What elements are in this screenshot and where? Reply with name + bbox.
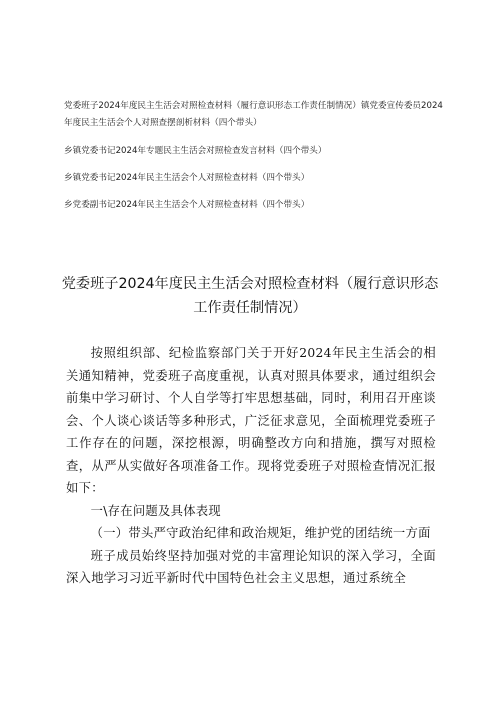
intro-paragraph: 按照组织部、纪检监察部门关于开好2024年民主生活会的相关通知精神，党委班子高度重视，认真对照具体要求，通过组织会前集中学习研讨、个人自学等打牢思想基础，同时，利用召开座谈会、个人谈心谈话等多种形式，广泛征求意见，全面梳理党委班子工作存在的问题，深挖根源，明确整改方向和措施，撰写对照检查，从严从实做好各项准备工作。现将党委班子对照检查情况汇报如下：	[66, 346, 436, 495]
related-document-link[interactable]: 乡党委副书记2024年民主生活会个人对照检查材料（四个带头）	[64, 200, 310, 210]
section-heading: 一\存在问题及具体表现	[90, 503, 222, 518]
document-title: 党委班子2024年度民主生活会对照检查材料（履行意识形态工作责任制情况）	[61, 276, 439, 316]
subsection-heading: （一）带头严守政治纪律和政治规矩，维护党的团结统一方面	[90, 526, 431, 540]
related-document-link[interactable]: 乡镇党委书记2024年民主生活会个人对照检查材料（四个带头）	[64, 173, 310, 183]
body-paragraph: 班子成员始终坚持加强对党的丰富理论知识的深入学习，全面深入地学习习近平新时代中国特色社会主义思想，通过系统全	[66, 548, 436, 585]
document-body	[66, 342, 436, 590]
related-document-link[interactable]: 乡镇党委书记2024年专题民主生活会对照检查发言材料（四个带头）	[64, 146, 327, 156]
related-document-link[interactable]: 党委班子2024年度民主生活会对照检查材料（履行意识形态工作责任制情况）镇党委宣传委员2024年度民主生活会个人对照查摆剖析材料（四个带头）	[64, 101, 443, 128]
related-documents-list	[64, 98, 444, 224]
